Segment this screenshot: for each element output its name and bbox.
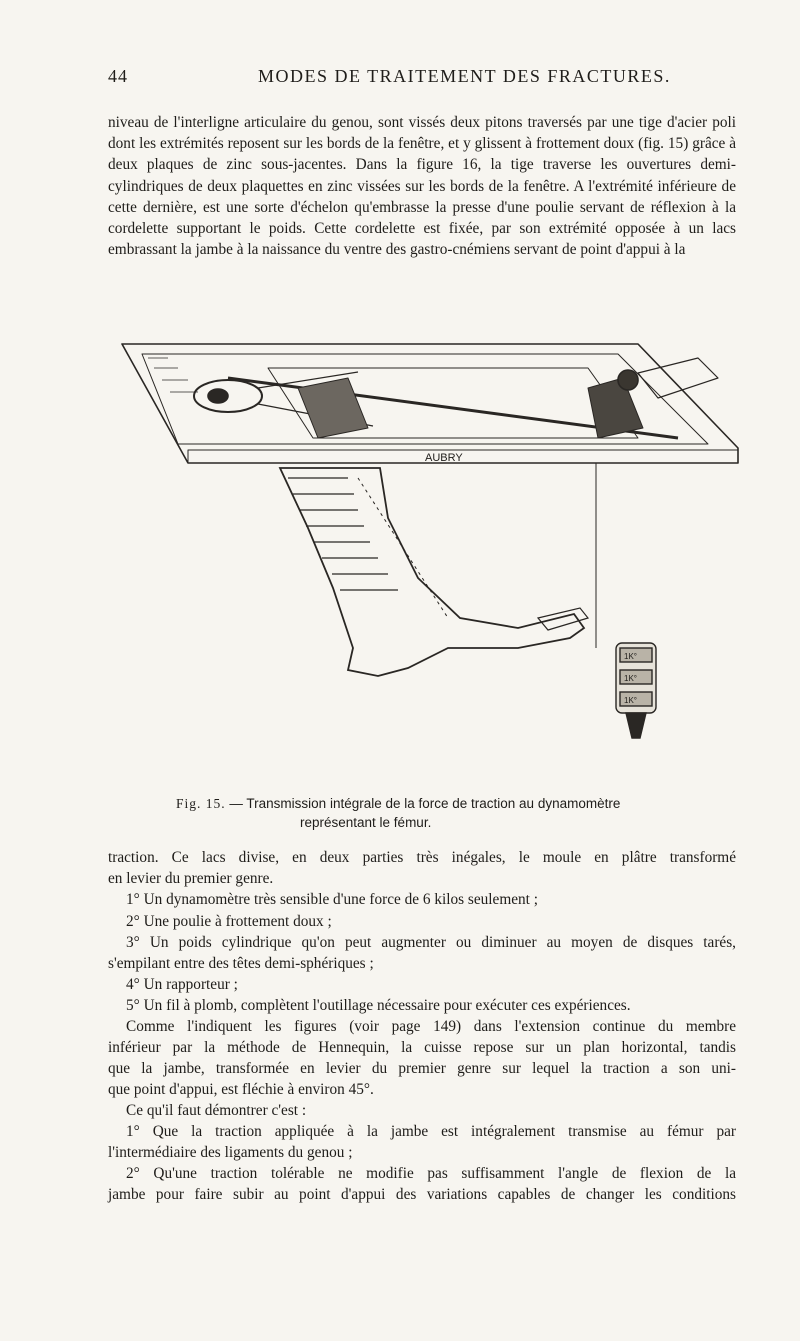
figure-caption-line-2: représentant le fémur.: [300, 815, 432, 830]
caption-dash: —: [229, 796, 243, 811]
page-header: [108, 66, 748, 92]
page-number: 44: [108, 66, 128, 86]
text-line: que la jambe, transformée en levier du premier genre sur lequel la traction a son uni-: [108, 1060, 736, 1077]
foot-toes: [538, 608, 588, 630]
running-title: MODES DE TRAITEMENT DES FRACTURES.: [258, 66, 671, 86]
figure-caption-line-1: [176, 796, 620, 812]
list-item: 5° Un fil à plomb, complètent l'outillage nécessaire pour exécuter ces expériences.: [126, 997, 631, 1014]
right-knob: [618, 370, 638, 390]
text-line: l'intermédiaire des ligaments du genou ;: [108, 1144, 353, 1161]
caption-text-1: Transmission intégrale de la force de traction au dynamomètre: [246, 796, 621, 811]
weight-mark-3: 1K°: [624, 696, 637, 705]
list-item: 2° Qu'une traction tolérable ne modifie pas suffisamment l'angle de flexion de la: [126, 1165, 736, 1182]
list-item: 1° Un dynamomètre très sensible d'une force de 6 kilos seulement ;: [126, 891, 539, 908]
text-line: Comme l'indiquent les figures (voir page 149) dans l'extension continue du membre: [126, 1018, 736, 1035]
right-screw: [638, 358, 718, 398]
list-item: 3° Un poids cylindrique qu'on peut augmenter ou diminuer au moyen de disques tarés,: [126, 934, 736, 951]
text-line: en levier du premier genre.: [108, 870, 274, 887]
pulley-left-hub: [208, 389, 228, 403]
leg-cast: [280, 468, 584, 676]
list-item: 2° Une poulie à frottement doux ;: [126, 913, 332, 930]
text-line: Ce qu'il faut démontrer c'est :: [126, 1102, 307, 1119]
text-line: inférieur par la méthode de Hennequin, la cuisse repose sur un plan horizontal, tandis: [108, 1039, 736, 1056]
list-item: 1° Que la traction appliquée à la jambe est intégralement transmise au fémur par: [126, 1123, 736, 1140]
paragraph-1: niveau de l'interligne articulaire du genou, sont vissés deux pitons traversés par une tige d'acier poli dont les extrémités reposent sur les bords de la fenêtre, et y glissent à frottement doux (fig. 15) grâce à deux plaques de zinc sous-jacentes. Dans la figure 16, la tige traverse les ouvertures demi-cylindriques de deux plaquettes en zinc vissées sur les bords de la fenêtre. A l'extrémité inférieure de cette dernière, est une sorte d'échelon qu'embrasse la presse d'une poulie servant de réflexion à la cordelette supportant le poids. Cette cordelette est fixée, par son extrémité opposée à un lacs embrassant la jambe à la naissance du ventre des gastro-cnémiens servant de point d'appui à la: [108, 114, 736, 259]
text-line: s'empilant entre des têtes demi-sphériques ;: [108, 955, 374, 972]
text-line: jambe pour faire subir au point d'appui des variations capables de changer les conditions: [108, 1186, 736, 1203]
board-edge: [188, 450, 738, 463]
leg-shading: [288, 478, 398, 590]
list-item: 4° Un rapporteur ;: [126, 976, 238, 993]
weight-mark-2: 1K°: [624, 674, 637, 683]
weight-mark-1: 1K°: [624, 652, 637, 661]
text-line: que point d'appui, est fléchie à environ 45°.: [108, 1081, 374, 1098]
figure-label: Fig. 15.: [176, 796, 226, 811]
central-clamp: [298, 378, 368, 438]
maker-label: AUBRY: [425, 452, 463, 464]
text-line: traction. Ce lacs divise, en deux parties très inégales, le moule en plâtre transformé: [108, 849, 736, 866]
figure-15-illustration: [118, 318, 748, 773]
